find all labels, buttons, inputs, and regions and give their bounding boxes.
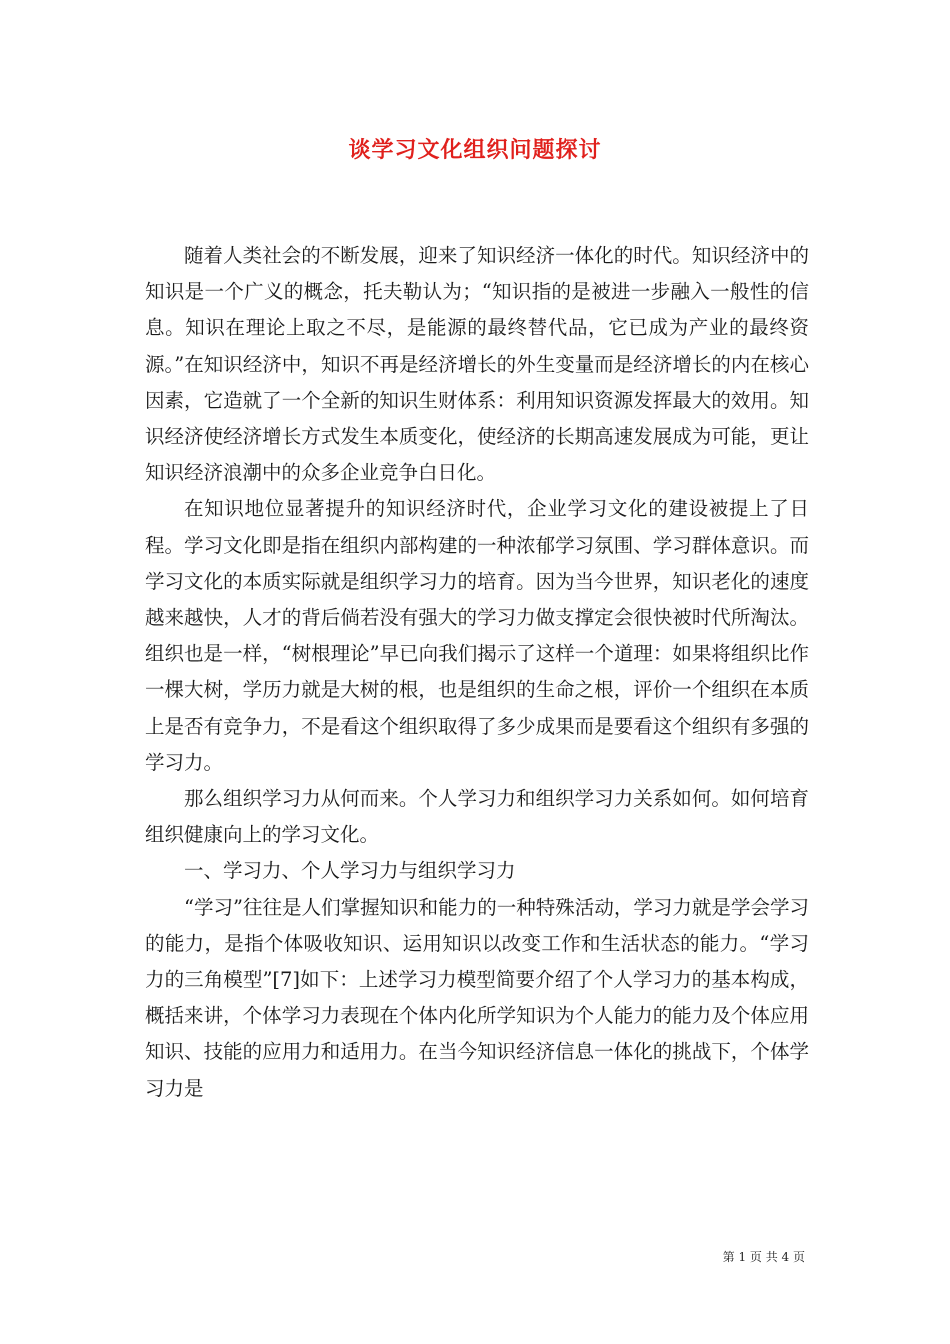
document-title: 谈学习文化组织问题探讨 (348, 137, 602, 163)
page-number-footer: 第 1 页 共 4 页 (722, 1250, 805, 1264)
paragraph-4: “学习”往往是人们掌握知识和能力的一种特殊活动，学习力就是学会学习的能力，是指个体吸收知识、运用知识以改变工作和生活状态的能力。“学习力的三角模型”[7]如下：上述学习力模型简要介绍了个人学习力的基本构成，概括来讲，个体学习力表现在个体内化所学知识为个人能力的能力及个体应用知识、技能的应用力和适用力。在当今知识经济信息一体化的挑战下，个体学习力是 (145, 895, 809, 1100)
paragraph-3: 那么组织学习力从何而来。个人学习力和组织学习力关系如何。如何培育组织健康向上的学习文化。 (145, 787, 809, 847)
paragraph-1: 随着人类社会的不断发展，迎来了知识经济一体化的时代。知识经济中的知识是一个广义的概念，托夫勒认为；“知识指的是被进一步融入一般性的信息。知识在理论上取之不尽，是能源的最终替代品，它已成为产业的最终资源。”在知识经济中，知识不再是经济增长的外生变量而是经济增长的内在核心因素，它造就了一个全新的知识生财体系：利用知识资源发挥最大的效用。知识经济使经济增长方式发生本质变化，使经济的长期高速发展成为可能，更让知识经济浪潮中的众多企业竞争白日化。 (145, 244, 809, 485)
document-body (145, 238, 809, 1107)
section-heading-1: 一、学习力、个人学习力与组织学习力 (184, 859, 516, 883)
paragraph-2: 在知识地位显著提升的知识经济时代，企业学习文化的建设被提上了日程。学习文化即是指在组织内部构建的一种浓郁学习氛围、学习群体意识。而学习文化的本质实际就是组织学习力的培育。因为当今世界，知识老化的速度越来越快，人才的背后倘若没有强大的学习力做支撑定会很快被时代所淘汰。组织也是一样，“树根理论”早已向我们揭示了这样一个道理：如果将组织比作一棵大树，学历力就是大树的根，也是组织的生命之根，评价一个组织在本质上是否有竞争力，不是看这个组织取得了多少成果而是要看这个组织有多强的学习力。 (145, 497, 809, 774)
